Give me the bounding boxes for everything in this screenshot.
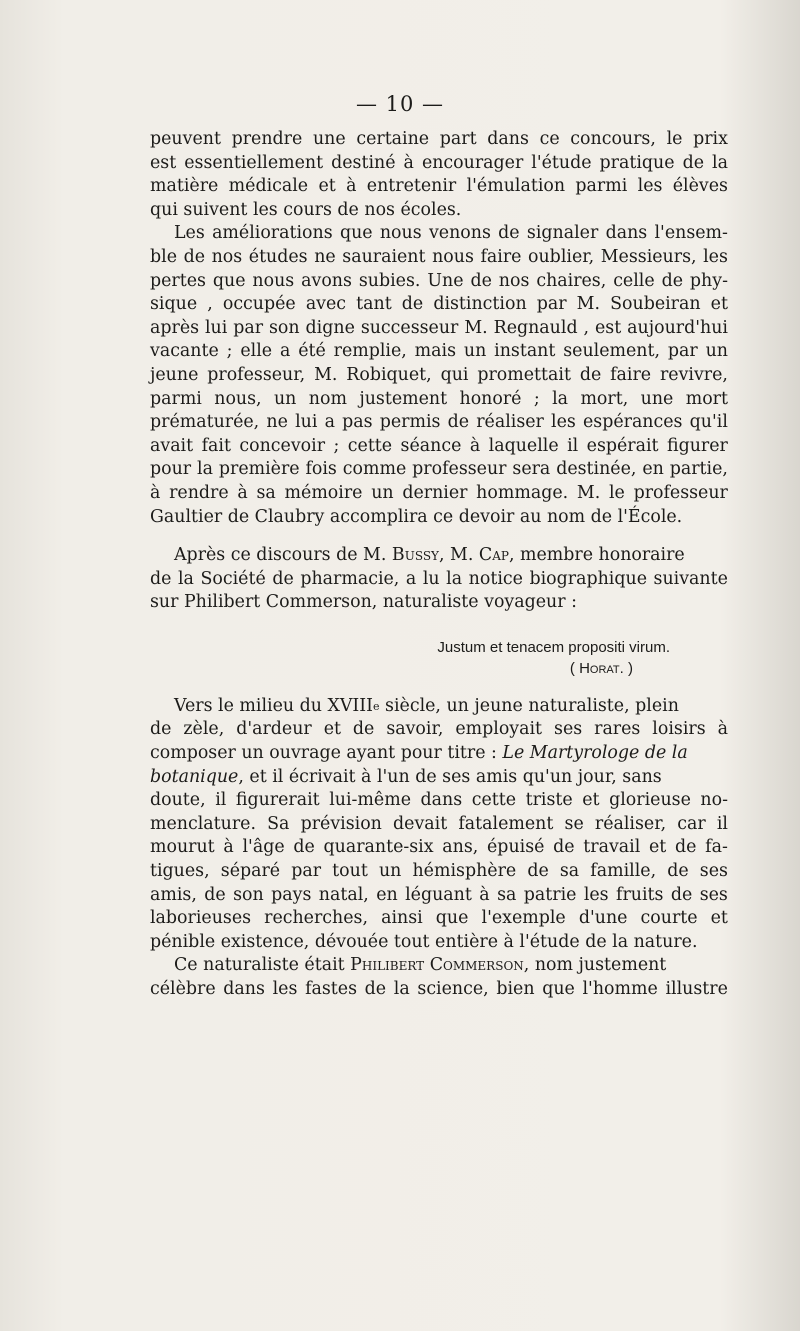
text-line: Gaultier de Claubry accomplira ce devoir au nom de l'École. [150,506,683,527]
text-fragment: Après ce discours de M. [174,545,392,566]
text-line: après lui par son digne successeur M. Regnauld , est aujourd'hui [150,317,728,338]
text-line [150,695,728,719]
paragraph-5 [150,954,728,1001]
text-line: menclature. Sa prévision devait fatalement se réaliser, car il [150,813,728,834]
text-fragment: , et il écrivait à l'un de ses amis qu'un jour, sans [238,766,662,787]
text-line: mourut à l'âge de quarante-six ans, épuisé de travail et de fa- [150,837,728,858]
text-line: laborieuses recherches, ainsi que l'exemple d'une courte et [150,908,728,929]
text-line: peuvent prendre une certaine part dans ce concours, le prix [150,129,728,149]
text-fragment: siècle, un jeune naturaliste, plein [379,695,679,716]
text-line: sur Philibert Commerson, naturaliste voyageur : [150,592,577,613]
paragraph-2 [150,222,728,529]
text-line: à rendre à sa mémoire un dernier hommage. M. le professeur [150,482,728,503]
epigraph-author [150,658,728,679]
paragraph-3 [150,544,728,615]
text-line: avait fait concevoir ; cette séance à laquelle il espérait figurer [150,435,728,456]
text-line: prématurée, ne lui a pas permis de réaliser les espérances qu'il [150,412,728,433]
text-line: pertes que nous avons subies. Une de nos chaires, celle de phy- [150,270,728,291]
text-line: de zèle, d'ardeur et de savoir, employait ses rares loisirs à [150,719,728,740]
author-name-cap: Cap [478,545,509,566]
book-title: Le Martyrologe de la [502,743,688,764]
page-number: — 10 — [355,92,445,116]
text-fragment: Ce naturaliste était [174,955,351,976]
paragraph-1 [150,128,728,222]
text-fragment: composer un ouvrage ayant pour titre : [150,743,503,764]
text-fragment: , membre honoraire [508,545,685,566]
text-line: célèbre dans les fastes de la science, bien que l'homme illustre [150,979,728,999]
text-line: est essentiellement destiné à encourager l'étude pratique de la [150,152,728,173]
superscript: e [373,699,380,713]
text-line: vacante ; elle a été remplie, mais un instant seulement, par un [150,341,728,362]
text-line: doute, il figurerait lui-même dans cette triste et glorieuse no- [150,790,728,811]
text-line [150,742,728,766]
text-line [150,544,728,568]
text-line: amis, de son pays natal, en léguant à sa patrie les fruits de ses [150,884,728,905]
text-fragment: Vers le milieu du XVIII [174,695,374,716]
text-line: de la Société de pharmacie, a lu la notice biographique suivante [150,568,728,589]
text-line: tigues, séparé par tout un hémisphère de sa famille, de ses [150,861,728,882]
text-line: ble de nos études ne sauraient nous faire oublier, Messieurs, les [150,246,728,267]
paragraph-4 [150,695,728,955]
bracket: ) [623,659,633,677]
text-fragment: , M. [438,545,479,566]
text-line: parmi nous, un nom justement honoré ; la mort, une mort [150,388,728,409]
epigraph-quote: Justum et tenacem propositi virum. [437,638,670,656]
book-title: botanique [150,766,239,787]
text-line: sique , occupée avec tant de distinction par M. Soubeiran et [150,294,728,315]
author-name-bussy: Bussy [391,545,439,566]
text-line: matière médicale et à entretenir l'émulation parmi les élèves [150,176,728,197]
text-line: qui suivent les cours de nos écoles. [150,199,462,220]
text-fragment: , nom justement [523,955,667,976]
epigraph-author-name: Horat. [579,659,624,677]
bracket: ( [569,659,580,677]
text-line: jeune professeur, M. Robiquet, qui promettait de faire revivre, [150,364,728,385]
text-line: pénible existence, dévouée tout entière à l'étude de la nature. [150,931,698,952]
text-line: Les améliorations que nous venons de signaler dans l'ensem- [174,223,728,244]
text-line [150,954,728,978]
epigraph [150,637,728,679]
text-line: pour la première fois comme professeur sera destinée, en partie, [150,459,728,480]
text-line [150,766,728,790]
text-body [150,128,728,1002]
person-name: Philibert Commerson [350,955,524,976]
